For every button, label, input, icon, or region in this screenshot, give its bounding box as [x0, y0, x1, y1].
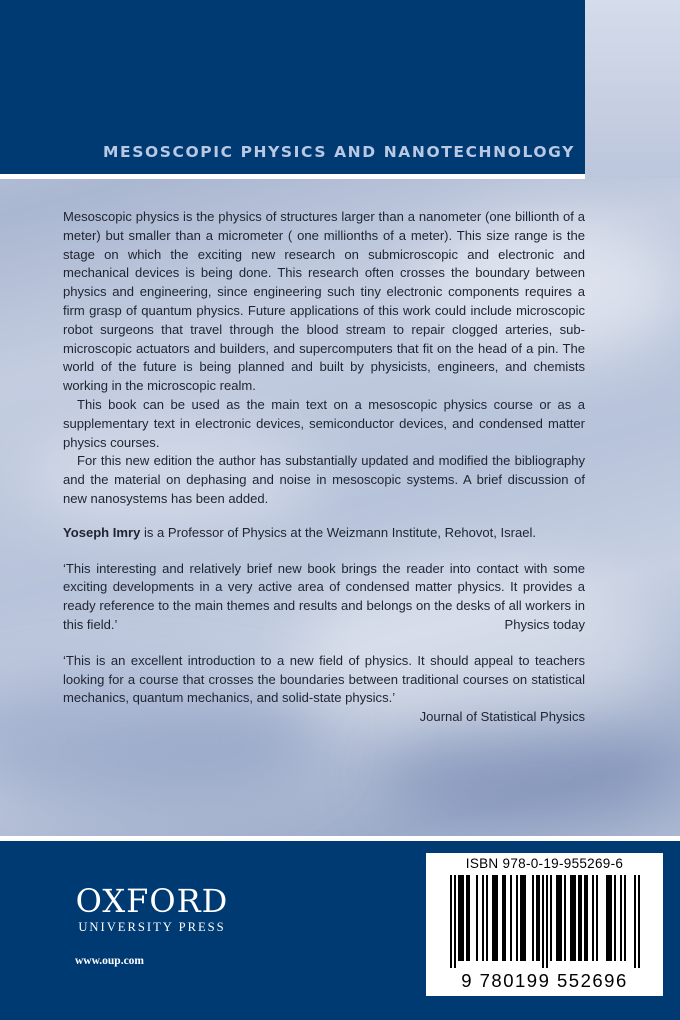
barcode-bar — [608, 875, 610, 961]
barcode-bar — [546, 875, 548, 968]
ean-digits: 9 780199 552696 — [461, 970, 628, 991]
barcode-bar — [556, 875, 558, 961]
barcode-bar — [462, 875, 464, 961]
review-text — [63, 560, 585, 635]
barcode-bar — [494, 875, 496, 961]
barcode-bar — [524, 875, 526, 961]
barcode-bar — [522, 875, 524, 961]
series-title: MESOSCOPIC PHYSICS AND NANOTECHNOLOGY — [103, 143, 575, 161]
barcode-bar — [510, 875, 512, 961]
barcode-bar — [466, 875, 468, 961]
barcode-bar — [550, 875, 552, 961]
top-divider — [0, 174, 585, 179]
barcode-bar — [458, 875, 460, 961]
barcode-bar — [624, 875, 626, 961]
barcode-bar — [496, 875, 498, 961]
barcode-bar — [520, 875, 522, 961]
barcode-bar — [584, 875, 586, 961]
barcode-bar — [620, 875, 622, 961]
barcode-bar — [536, 875, 538, 961]
review-source: Physics today — [504, 616, 585, 632]
description-paragraph: This book can be used as the main text on a mesoscopic physics course or as a supplementary text in electronic devices, semiconductor devices, and condensed matter physics courses. — [63, 396, 585, 450]
barcode-bar — [586, 875, 588, 961]
publisher-press: UNIVERSITY PRESS — [78, 920, 226, 934]
review-quote-text: ‘This is an excellent introduction to a new field of physics. It should appeal to teachers looking for a course that crosses the boundaries between traditional courses on statistical mechanics, quantum mechanics, and solid-state physics.’ — [63, 652, 585, 706]
barcode-bar — [460, 875, 462, 961]
review-quote-text: ‘This interesting and relatively brief new book brings the reader into contact with some exciting developments in a very active area of condensed matter physics. It provides a ready reference to the main themes and results and belongs on the desks of all workers in this field.’ — [63, 560, 585, 632]
barcode-bar — [538, 875, 540, 961]
barcode-bar — [580, 875, 582, 961]
blurb-content — [63, 208, 585, 727]
publisher-url[interactable]: www.oup.com — [75, 955, 145, 967]
barcode-bar — [558, 875, 560, 961]
barcode-bar — [560, 875, 562, 961]
barcode-bar — [614, 875, 616, 961]
barcode-bar — [578, 875, 580, 961]
barcode-bar — [454, 875, 456, 968]
barcode-bar — [610, 875, 612, 961]
review-source: Journal of Statistical Physics — [419, 709, 585, 725]
barcode-bar — [638, 875, 640, 968]
author-name: Yoseph Imry — [63, 524, 141, 540]
barcode-bar — [596, 875, 598, 961]
top-right-strip — [585, 0, 680, 178]
oxford-logo — [74, 884, 230, 935]
isbn-label: ISBN 978-0-19-955269-6 — [465, 856, 624, 871]
description-paragraph: For this new edition the author has substantially updated and modified the bibliography and the material on dephasing and noise in mesoscopic systems. A brief discussion of new nanosystems has been added. — [63, 453, 585, 506]
barcode-bar — [516, 875, 518, 961]
barcode-bar — [468, 875, 470, 961]
barcode-bar — [564, 875, 566, 961]
barcode-bar — [542, 875, 544, 968]
top-band — [0, 0, 585, 174]
barcode-bar — [504, 875, 506, 961]
barcode-bar — [476, 875, 478, 961]
background-shadow — [380, 730, 680, 820]
barcode-bar — [486, 875, 488, 961]
barcode-bar — [592, 875, 594, 961]
barcode-bar — [574, 875, 576, 961]
barcode-bar — [532, 875, 534, 961]
barcode-icon — [438, 875, 651, 968]
barcode-bar — [492, 875, 494, 961]
author-bio-text: is a Professor of Physics at the Weizmann Institute, Rehovot, Israel. — [140, 524, 537, 540]
barcode-bar — [450, 875, 452, 968]
publisher-name: OXFORD — [75, 882, 229, 920]
barcode-bar — [606, 875, 608, 961]
barcode-bar — [634, 875, 636, 968]
barcode-bar — [482, 875, 484, 961]
barcode-bar — [570, 875, 572, 961]
barcode-bar — [572, 875, 574, 961]
review-quote — [63, 652, 585, 727]
review-quote — [63, 560, 585, 635]
barcode-panel — [426, 853, 663, 996]
author-bio — [63, 524, 585, 543]
description-paragraph: Mesoscopic physics is the physics of structures larger than a nanometer (one billionth of a meter) but smaller than a micrometer ( one millionths of a meter). This size range is the stage on which the exciting new research on submicroscopic and electronic and mechanical devices is being done. This research often crosses the boundary between physics and engineering, since engineering such tiny electronic components requires a firm grasp of quantum physics. Future applications of this work could include microscopic robot surgeons that travel through the blood stream to repair clogged arteries, sub-microscopic actuators and builders, and supercomputers that fit on the head of a pin. The world of the future is being planned and built by physicists, engineers, and chemists working in the microscopic realm. — [63, 209, 585, 394]
barcode-bar — [502, 875, 504, 961]
